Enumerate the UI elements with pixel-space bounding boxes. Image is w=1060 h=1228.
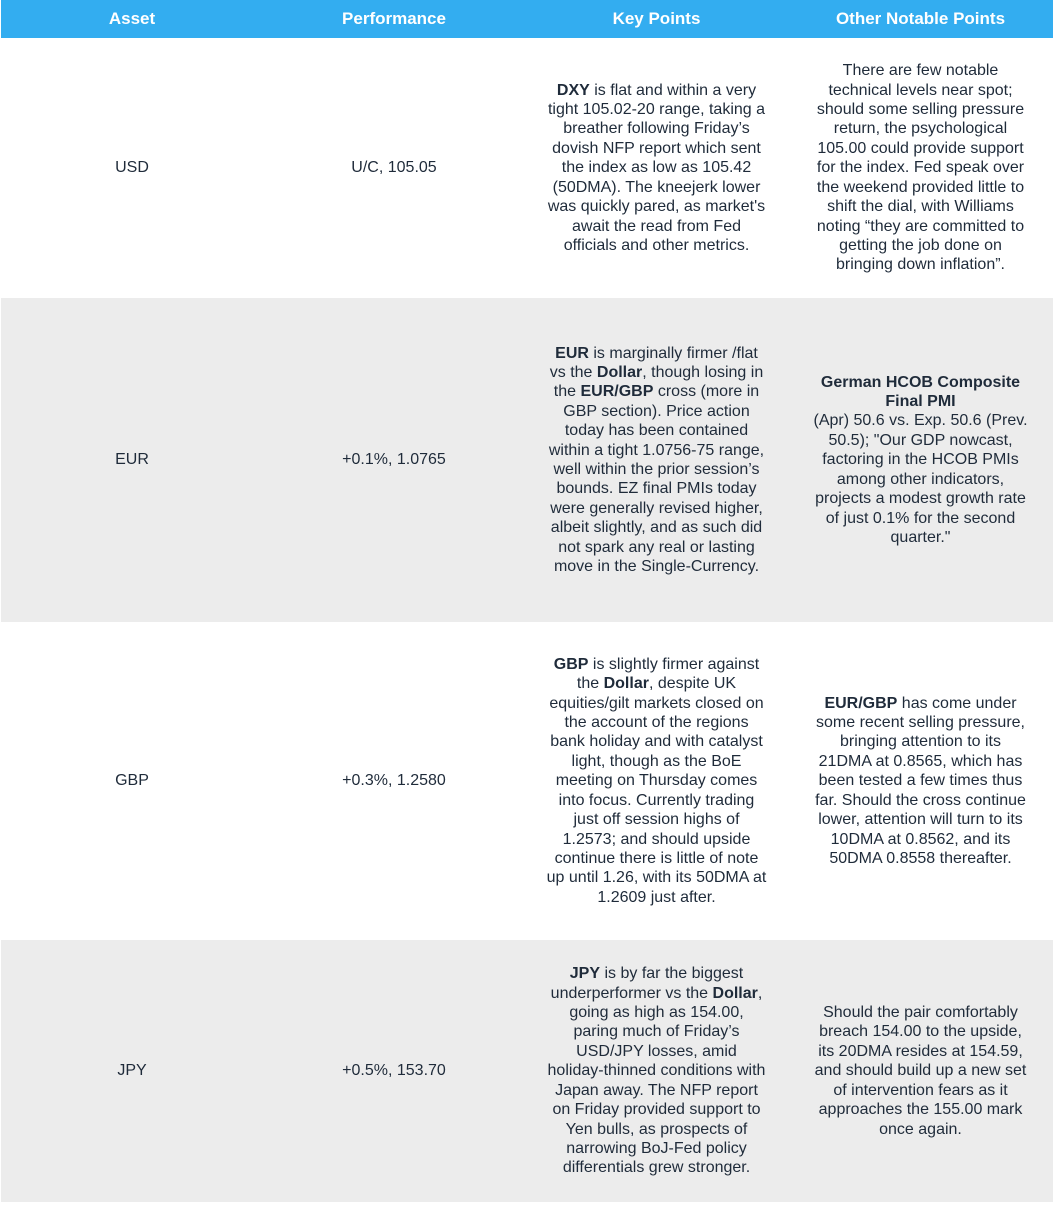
key-bold: EUR	[555, 344, 589, 362]
header-asset: Asset	[1, 0, 263, 38]
key-points-cell	[525, 940, 788, 1202]
key-text: is marginally firmer /flat vs the	[549, 344, 758, 381]
table-row-gbp	[1, 622, 1053, 940]
asset-cell: EUR	[1, 298, 263, 622]
asset-cell: GBP	[115, 772, 149, 790]
other-points-cell	[788, 940, 1053, 1202]
other-text: Should the pair comfortably breach 154.00 to the upside, its 20DMA resides at 154.59, and should build up a new set of intervention fears as it approaches the 155.00 mark once again.	[814, 1004, 1027, 1138]
key-bold: DXY	[556, 81, 590, 99]
key-bold: JPY	[569, 965, 601, 983]
header-other-points: Other Notable Points	[788, 0, 1053, 38]
key-text: , though losing in the	[553, 363, 764, 401]
other-text: (Apr) 50.6 vs. Exp. 50.6 (Prev. 50.5); "Our GDP nowcast, factoring in the HCOB PMIs among other indicators, projects a modest growth rate of just 0.1% for the second quarter."	[813, 412, 1028, 546]
other-points-cell	[788, 622, 1053, 940]
key-bold: Dollar	[596, 363, 643, 381]
key-text: cross (more in GBP section). Price action today has been contained within a tight 1.0756-75 range, well within the prior session’s bounds. EZ final PMIs today were generally revised higher, albeit slightly, and as such did not spark any real or lasting move in the Single-Currency.	[548, 383, 765, 576]
key-points-cell	[525, 622, 788, 940]
other-bold: EUR/GBP	[824, 694, 898, 712]
table-row-jpy	[1, 940, 1053, 1202]
performance-cell: +0.3%, 1.2580	[342, 772, 446, 790]
header-key-points: Key Points	[525, 0, 788, 38]
performance-cell: +0.1%, 1.0765	[263, 298, 525, 622]
key-text: , despite UK equities/gilt markets closed on the account of the regions bank holiday and with catalyst light, though as the BoE meeting on Thursday comes into focus. Currently trading just off session highs of 1.2573; and should upside continue there is little of note up until 1.26, with its 50DMA at 1.2609 just after.	[546, 675, 767, 906]
fx-summary-table	[1, 0, 1053, 1202]
header-row	[1, 0, 1053, 38]
other-points-cell	[788, 298, 1053, 622]
other-text: has come under some recent selling pressure, bringing attention to its 21DMA at 0.8565, which has been tested a few times thus far. Should the cross continue lower, attention will turn to its 10DMA at 0.8562, and its 50DMA 0.8558 thereafter.	[815, 694, 1026, 867]
key-text: , going as high as 154.00, paring much of Friday’s USD/JPY losses, amid holiday-thinned conditions with Japan away. The NFP report on Friday provided support to Yen bulls, as prospects of narrowing BoJ-Fed policy differentials grew stronger.	[547, 984, 766, 1177]
key-text: is flat and within a very tight 105.02-20 range, taking a breather following Friday’s dovish NFP report which sent the index as low as 105.42 (50DMA). The kneejerk lower was quickly pared, as market's await the read from Fed officials and other metrics.	[547, 81, 766, 254]
header-performance: Performance	[263, 0, 525, 38]
key-text: is slightly firmer against the	[576, 655, 760, 693]
performance-cell: +0.5%, 153.70	[263, 940, 525, 1202]
key-points-cell	[525, 298, 788, 622]
key-bold: GBP	[553, 655, 589, 673]
other-points-cell	[788, 38, 1053, 298]
key-text: is by far the biggest underperformer vs the	[550, 965, 744, 1002]
asset-cell: JPY	[1, 940, 263, 1202]
table-row-usd	[1, 38, 1053, 298]
performance-cell: U/C, 105.05	[351, 159, 437, 177]
key-points-cell	[525, 38, 788, 298]
other-bold: German HCOB Composite Final PMI	[820, 373, 1021, 411]
key-bold: Dollar	[603, 675, 649, 693]
key-bold: Dollar	[712, 984, 758, 1002]
other-text: There are few notable technical levels near spot; should some selling pressure return, the psychological 105.00 could provide support for the index. Fed speak over the weekend provided little to shift the dial, with Williams noting “they are committed to getting the job done on bringing down inflation”.	[816, 62, 1025, 274]
table-row-eur	[1, 298, 1053, 622]
key-bold: EUR/GBP	[580, 383, 654, 401]
asset-cell: USD	[115, 159, 149, 177]
